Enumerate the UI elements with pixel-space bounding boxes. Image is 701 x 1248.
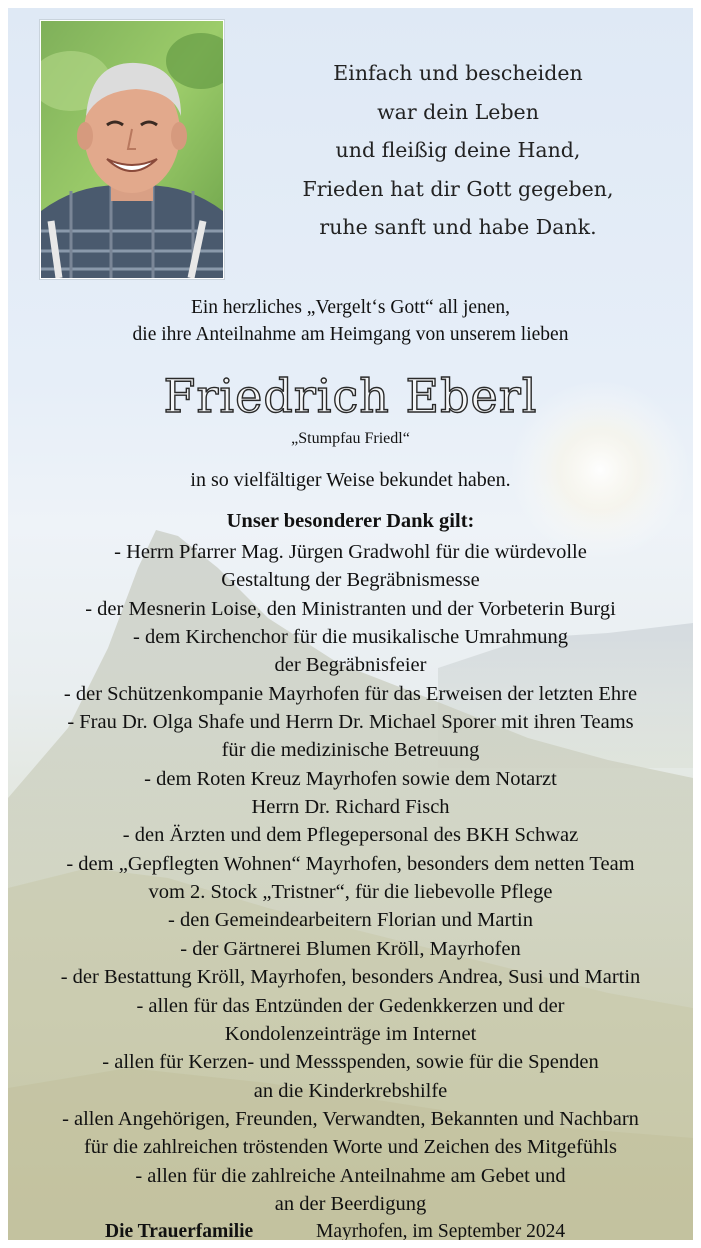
thanks-line: für die zahlreichen tröstenden Worte und Zeichen des Mitgefühls: [83, 1136, 618, 1159]
thanks-line: Herrn Dr. Richard Fisch: [251, 796, 450, 819]
thanks-line: - den Gemeindearbeitern Florian und Martin: [168, 909, 533, 932]
place-date: Mayrhofen, im September 2024: [316, 1221, 566, 1240]
thanks-line: an der Beerdigung: [274, 1192, 427, 1215]
deceased-nickname: „Stumpfau Friedl“: [291, 430, 410, 447]
thanks-line: - der Mesnerin Loise, den Ministranten und der Vorbeterin Burgi: [85, 597, 616, 620]
thanks-line: - allen für das Entzünden der Gedenkkerzen und der: [136, 994, 565, 1017]
thanks-line: an die Kinderkrebshilfe: [253, 1079, 448, 1102]
portrait-photo: [40, 20, 224, 279]
obituary-card: [8, 8, 693, 1240]
thanks-line: - Herrn Pfarrer Mag. Jürgen Gradwohl für die würdevolle: [114, 541, 587, 563]
thanks-line: - allen Angehörigen, Freunden, Verwandten, Bekannten und Nachbarn: [62, 1107, 639, 1130]
poem: [233, 54, 683, 247]
poem-line: Frieden hat dir Gott gegeben,: [302, 176, 614, 201]
footer: [8, 1218, 693, 1240]
deceased-name: Friedrich Eberl: [163, 369, 538, 423]
thanks-heading: Unser besonderer Dank gilt:: [226, 510, 475, 532]
poem-line: Einfach und bescheiden: [333, 61, 583, 85]
thanks-line: - dem Kirchenchor für die musikalische Umrahmung: [133, 626, 568, 649]
thanks-line: Gestaltung der Begräbnismesse: [221, 569, 480, 592]
poem-line: und fleißig deine Hand,: [335, 138, 581, 162]
poem-line: ruhe sanft und habe Dank.: [319, 215, 597, 239]
intro-line: Ein herzliches „Vergelt‘s Gott“ all jenen,: [190, 297, 511, 318]
thanks-intro: [8, 294, 693, 348]
thanks-line: Kondolenzeinträge im Internet: [224, 1022, 477, 1045]
thanks-list: [8, 538, 693, 1218]
thanks-line: - Frau Dr. Olga Shafe und Herrn Dr. Michael Sporer mit ihren Teams: [67, 711, 634, 734]
thanks-line: vom 2. Stock „Tristner“, für die liebevolle Pflege: [148, 881, 553, 904]
thanks-line: - der Bestattung Kröll, Mayrhofen, besonders Andrea, Susi und Martin: [60, 966, 641, 989]
portrait-illustration: [41, 21, 223, 278]
thanks-line: - den Ärzten und dem Pflegepersonal des BKH Schwaz: [122, 824, 579, 847]
poem-line: war dein Leben: [377, 99, 539, 124]
family-signature: Die Trauerfamilie: [105, 1221, 254, 1240]
thanks-line: - allen für Kerzen- und Messspenden, sowie für die Spenden: [102, 1051, 599, 1074]
closing-intro: in so vielfältiger Weise bekundet haben.: [190, 469, 511, 491]
thanks-line: - dem Roten Kreuz Mayrhofen sowie dem Notarzt: [144, 767, 557, 790]
thanks-line: für die medizinische Betreuung: [221, 739, 480, 762]
thanks-line: - allen für die zahlreiche Anteilnahme am Gebet und: [135, 1164, 566, 1187]
thanks-line: der Begräbnisfeier: [274, 654, 427, 677]
thanks-line: - der Gärtnerei Blumen Kröll, Mayrhofen: [180, 937, 521, 960]
thanks-line: - dem „Gepflegten Wohnen“ Mayrhofen, besonders dem netten Team: [66, 852, 635, 875]
thanks-line: - der Schützenkompanie Mayrhofen für das Erweisen der letzten Ehre: [63, 682, 638, 705]
intro-line: die ihre Anteilnahme am Heimgang von unserem lieben: [132, 324, 569, 345]
